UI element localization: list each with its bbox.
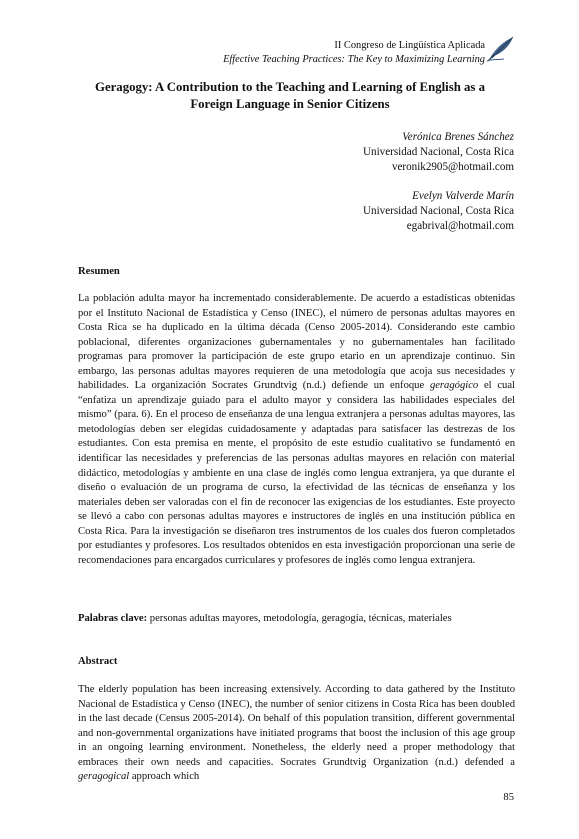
conference-name: II Congreso de Lingüística Aplicada: [334, 40, 485, 51]
keywords-label: Palabras clave:: [78, 613, 148, 624]
page-number: 85: [503, 792, 514, 803]
author-affiliation: Universidad Nacional, Costa Rica: [363, 204, 514, 217]
author-name: Evelyn Valverde Marín: [412, 189, 514, 202]
quill-feather-icon: [486, 34, 516, 62]
abstract-italic-term: geragogical: [78, 771, 130, 783]
abstract-text: The elderly population has been increasing extensively. According to data gathered by the Instituto Nacional de Estadística y Censo (INEC), the number of senior citizens in Costa Rica has been doubled in the last decade (Census 2005-2014). On behalf of this population transition, different governmental and non-governmental organizations have initiated programs that boost the inclusion of this age group in an ongoing learning environment. Nonetheless, the elderly need a proper methodology that embraces their own needs and capacities. Socrates Grundtvig Organization (n.d.) defended a: [78, 684, 515, 768]
paper-title: [40, 79, 540, 113]
resumen-text: La población adulta mayor ha incrementado considerablemente. De acuerdo a estadísticas obtenidas por el Instituto Nacional de Estadística y Censo (INEC), el número de personas adultas mayores en Costa Rica se ha duplicado en la última década (Censo 2005-2014). Considerando este cambio poblacional, diferentes organizaciones gubernamentales y no gubernamentales han facilitado programas para promover la participación de este grupo etario en un aprendizaje continuo. Sin embargo, las personas adultas mayores requieren de una metodología que acoja sus necesidades y habilidades. La organización Socrates Grundtvig (n.d.) defiende un enfoque: [78, 293, 515, 392]
author-email: veronik2905@hotmail.com: [391, 161, 514, 174]
author-name: Verónica Brenes Sánchez: [402, 131, 514, 143]
abstract-heading: Abstract: [78, 656, 118, 667]
title-line-1: Geragogy: A Contribution to the Teaching and Learning of English as a: [94, 80, 485, 94]
keywords-line: [78, 613, 515, 624]
author-block: [363, 130, 514, 234]
resumen-italic-term: geragógico: [429, 380, 479, 392]
title-line-2: Foreign Language in Senior Citizens: [190, 97, 390, 111]
author-affiliation: Universidad Nacional, Costa Rica: [363, 146, 514, 159]
conference-subtitle: Effective Teaching Practices: The Key to Maximizing Learning: [223, 54, 485, 65]
resumen-heading: Resumen: [78, 266, 120, 277]
keywords-text: personas adultas mayores, metodología, geragogía, técnicas, materiales: [147, 613, 452, 624]
abstract-text-cont: approach which: [129, 771, 200, 783]
abstract-paragraph: [78, 683, 515, 785]
resumen-paragraph: [78, 292, 515, 568]
resumen-text-cont: el cual “enfatiza un aprendizaje guiado para el adulto mayor y considera las habilidades especiales del mismo” (para. 6). En el proceso de enseñanza de una lengua extranjera a personas adultas mayores, las metodologías deben ser elegidas cuidadosamente y adaptadas para satisfacer las destrezas de los estudiantes. Con esta premisa en mente, el propósito de este estudio cualitativo se fundamentó en identificar las necesidades y preferencias de las personas adultas mayores en relación con material didáctico, metodologías y ambiente en una clase de inglés como lengua extranjera, ya que durante el diseño o evaluación de un programa de curso, la efectividad de las técnicas de enseñanza y los materiales deben ser valoradas con el fin de reconocer las exigencias de los estudiantes. Este proyecto se llevó a cabo con personas adultas mayores e instructores de inglés en una institución pública en Costa Rica. Para la investigación se diseñaron tres instrumentos de los cuales dos fueron completados por estudiantes y profesores. Los resultados obtenidos en esta investigación proporcionan una serie de recomendaciones para encargados curriculares y profesores de inglés como lengua extranjera.: [78, 380, 515, 566]
author-email: egabrival@hotmail.com: [406, 220, 514, 233]
